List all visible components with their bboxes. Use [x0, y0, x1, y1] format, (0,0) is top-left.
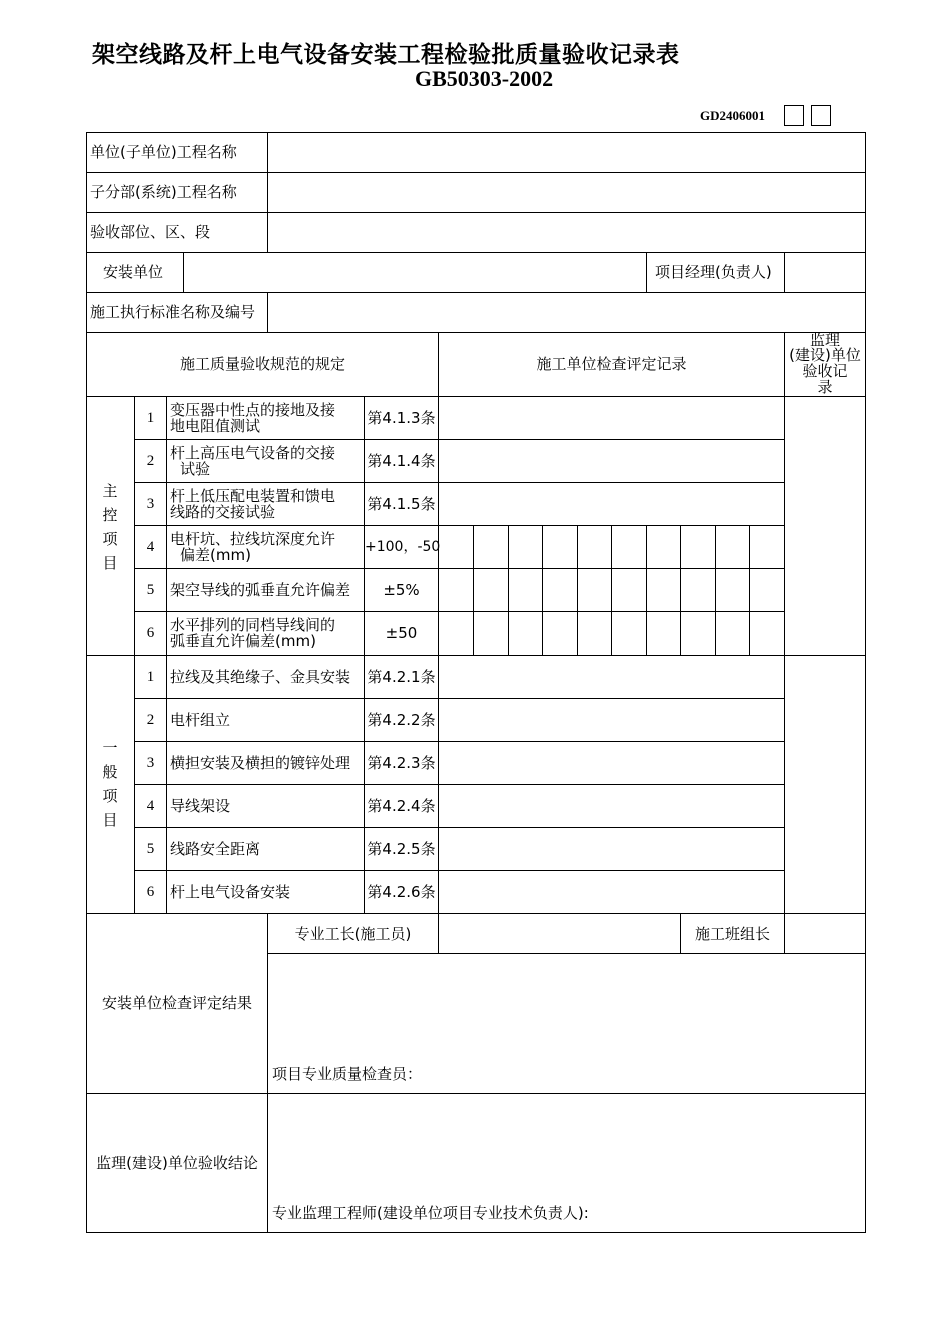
general-item-no: 3 — [146, 755, 155, 771]
main-item-no: 1 — [146, 410, 155, 426]
main-item-text-1: 架空导线的弧垂直允许偏差 — [170, 581, 351, 599]
general-item-text: 电杆组立 — [170, 711, 231, 729]
general-item-text: 杆上电气设备安装 — [170, 883, 291, 901]
main-item-text-2: 试验 — [180, 460, 211, 478]
quality-inspector-label: 项目专业质量检查员： — [272, 1065, 423, 1083]
supervision-engineer-label: 专业监理工程师(建设单位项目专业技术负责人): — [272, 1204, 589, 1222]
standard-name-label: 施工执行标准名称及编号 — [90, 303, 256, 321]
team-leader-label: 施工班组长 — [694, 925, 770, 943]
supervision-header-4: 录 — [817, 378, 833, 396]
supervision-conclusion-label: 监理(建设)单位验收结论 — [96, 1154, 258, 1172]
main-item-no: 5 — [146, 582, 155, 598]
main-items-label-3: 项 — [102, 530, 118, 548]
main-items-label-4: 目 — [102, 554, 118, 572]
install-unit-label: 安装单位 — [103, 263, 164, 281]
main-item-no: 3 — [146, 496, 155, 512]
general-items-label-1: 一 — [102, 739, 118, 757]
main-item-text-2: 弧垂直允许偏差(mm) — [170, 632, 316, 650]
general-item-clause: 第4.2.1条 — [367, 668, 436, 686]
general-item-clause: 第4.2.5条 — [367, 840, 436, 858]
foreman-label: 专业工长(施工员) — [294, 925, 412, 943]
general-item-text: 线路安全距离 — [170, 840, 261, 858]
project-name-label: 单位(子单位)工程名称 — [90, 143, 237, 161]
general-item-text: 导线架设 — [170, 797, 231, 815]
main-item-text-1: 电杆坑、拉线坑深度允许 — [170, 530, 336, 548]
main-items-label-2: 控 — [102, 506, 118, 524]
general-item-no: 1 — [146, 669, 155, 685]
form-title: 架空线路及杆上电气设备安装工程检验批质量验收记录表 — [92, 42, 680, 68]
main-item-no: 2 — [146, 453, 155, 469]
general-item-clause: 第4.2.6条 — [367, 883, 436, 901]
main-item-clause: ±5% — [383, 581, 420, 599]
general-item-clause: 第4.2.4条 — [367, 797, 436, 815]
main-item-text-1: 变压器中性点的接地及接 — [170, 401, 336, 419]
general-items-label-2: 般 — [102, 763, 118, 781]
form-code: GD2406001 — [700, 108, 765, 123]
acceptance-part-label: 验收部位、区、段 — [90, 223, 211, 241]
general-items-label-4: 目 — [102, 811, 118, 829]
general-item-clause: 第4.2.2条 — [367, 711, 436, 729]
general-item-text: 横担安装及横担的镀锌处理 — [170, 754, 351, 772]
main-item-text-2: 线路的交接试验 — [170, 503, 276, 521]
general-items-label-3: 项 — [102, 787, 118, 805]
project-manager-label: 项目经理(负责人) — [655, 263, 772, 281]
general-item-text: 拉线及其绝缘子、金具安装 — [170, 668, 351, 686]
main-item-clause: 第4.1.4条 — [367, 452, 436, 470]
subdivision-name-label: 子分部(系统)工程名称 — [90, 183, 237, 201]
main-item-text-1: 杆上高压电气设备的交接 — [170, 444, 336, 462]
general-item-no: 6 — [146, 884, 155, 900]
main-item-text-2: 偏差(mm) — [180, 546, 251, 564]
main-item-clause: 第4.1.3条 — [367, 409, 436, 427]
main-item-no: 4 — [146, 539, 155, 555]
main-item-text-1: 水平排列的同档导线间的 — [170, 616, 336, 634]
main-item-text-2: 地电阻值测试 — [170, 417, 261, 435]
spec-header: 施工质量验收规范的规定 — [179, 355, 345, 373]
install-result-label: 安装单位检查评定结果 — [101, 994, 252, 1012]
main-item-clause: ±50 — [385, 624, 418, 642]
record-header: 施工单位检查评定记录 — [536, 355, 687, 373]
supervision-header-3: 验收记 — [802, 362, 848, 380]
main-item-text-1: 杆上低压配电装置和馈电 — [170, 487, 336, 505]
general-item-no: 4 — [146, 798, 155, 814]
supervision-header-1: 监理 — [809, 331, 840, 349]
general-item-clause: 第4.2.3条 — [367, 754, 436, 772]
main-items-label-1: 主 — [102, 482, 118, 500]
supervision-header-2: (建设)单位 — [789, 346, 861, 364]
general-item-no: 5 — [146, 841, 155, 857]
main-item-clause: +100，-50 — [365, 539, 441, 555]
standard-code: GB50303-2002 — [415, 66, 554, 91]
main-item-clause: 第4.1.5条 — [367, 495, 436, 513]
general-item-no: 2 — [146, 712, 155, 728]
main-item-no: 6 — [146, 625, 155, 641]
